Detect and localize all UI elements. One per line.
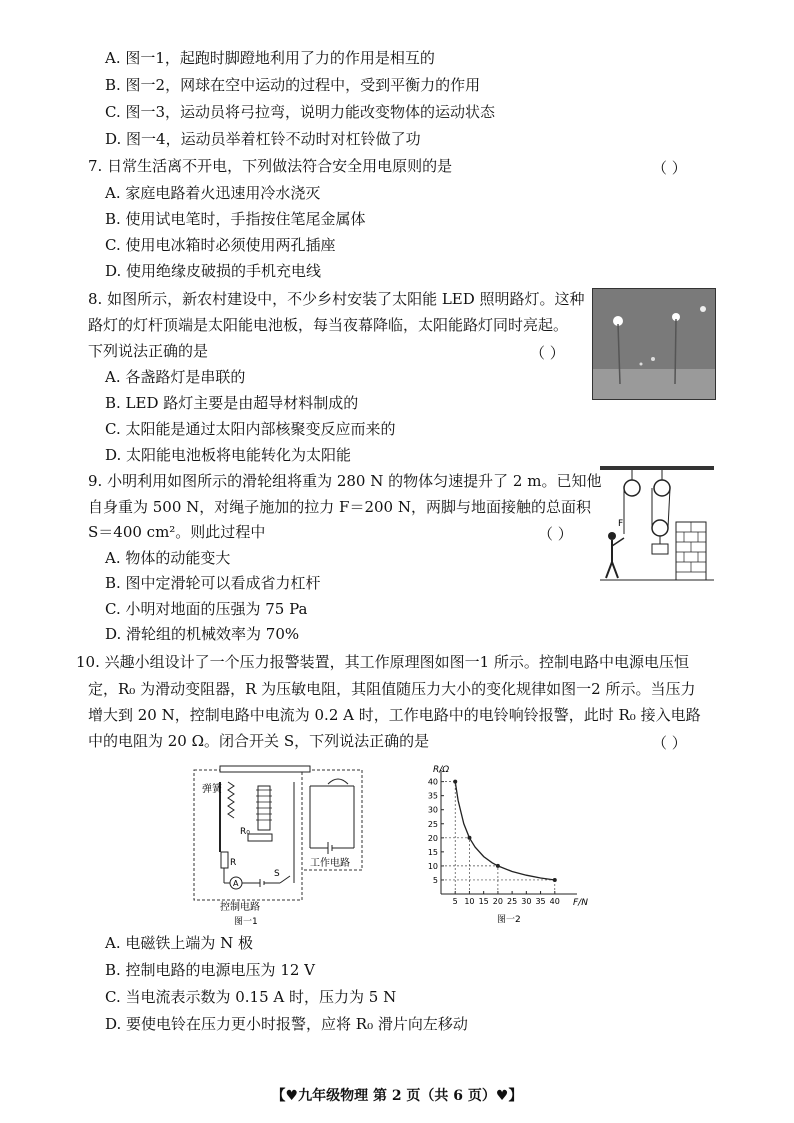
chart-y-tick-label: 15: [427, 847, 438, 857]
chart-point: [553, 878, 557, 882]
chart-point: [467, 836, 471, 840]
chart-point: [453, 780, 457, 784]
q9-option-c: C. 小明对地面的压强为 75 Pa: [105, 600, 308, 618]
chart-y-tick-label: 20: [427, 833, 438, 843]
q9-option-b: B. 图中定滑轮可以看成省力杠杆: [105, 574, 321, 592]
q10-stem-line2: 定，R₀ 为滑动变阻器，R 为压敏电阻，其阻值随压力大小的变化规律如图一2 所示。当压力: [88, 680, 696, 698]
chart-x-tick-label: 40: [549, 897, 560, 906]
q10-option-c: C. 当电流表示数为 0.15 A 时，压力为 5 N: [105, 988, 397, 1006]
chart-x-tick-label: 35: [535, 897, 546, 906]
resistance-force-chart: [415, 760, 595, 928]
q10-stem-line4: 中的电阻为 20 Ω。闭合开关 S，下列说法正确的是: [88, 732, 430, 750]
chart-xlabel: F/N: [573, 898, 588, 908]
q7-option-d: D. 使用绝缘皮破损的手机充电线: [105, 262, 322, 280]
page-footer: 【♥九年级物理 第 2 页（共 6 页）♥】: [271, 1088, 523, 1104]
q10-option-b: B. 控制电路的电源电压为 12 V: [105, 961, 316, 979]
q6-option-a: A. 图一1，起跑时脚蹬地利用了力的作用是相互的: [105, 49, 435, 67]
q9-option-d: D. 滑轮组的机械效率为 70%: [105, 625, 300, 643]
ammeter-label: A: [233, 879, 239, 888]
q9-stem-line2: 自身重为 500 N，对绳子施加的拉力 F＝200 N，两脚与地面接触的总面积: [88, 498, 591, 516]
pulley-force-label: F: [618, 519, 624, 529]
q8-stem-line3: 下列说法正确的是: [88, 342, 209, 360]
chart-y-tick-label: 10: [427, 861, 438, 871]
fig1-caption: 图一1: [234, 917, 258, 927]
chart-ylabel: R/Ω: [433, 765, 450, 775]
circuit-diagram: [190, 762, 370, 928]
chart-x-tick-label: 15: [478, 897, 489, 906]
work-circuit-label: 工作电路: [310, 858, 350, 869]
q6-option-c: C. 图一3，运动员将弓拉弯，说明力能改变物体的运动状态: [105, 103, 496, 121]
chart-y-tick-label: 5: [432, 875, 438, 885]
chart-point: [496, 864, 500, 868]
control-circuit-label: 控制电路: [220, 902, 260, 913]
q8-answer-paren: （ ）: [530, 344, 565, 362]
chart-x-tick-label: 30: [521, 897, 532, 906]
q8-option-d: D. 太阳能电池板将电能转化为太阳能: [105, 446, 352, 464]
q10-stem-line1: 10. 兴趣小组设计了一个压力报警装置，其工作原理图如图一1 所示。控制电路中电源电压恒: [76, 653, 689, 671]
q10-option-a: A. 电磁铁上端为 N 极: [105, 934, 254, 952]
chart-y-tick-label: 40: [427, 777, 438, 787]
q7-option-c: C. 使用电冰箱时必须使用两孔插座: [105, 236, 336, 254]
chart-y-tick-label: 30: [427, 805, 438, 815]
chart-series-line: [455, 782, 555, 880]
pulley-figure: [600, 466, 714, 584]
q9-answer-paren: （ ）: [538, 525, 573, 543]
q10-option-d: D. 要使电铃在压力更小时报警，应将 R₀ 滑片向左移动: [105, 1015, 468, 1033]
q6-option-b: B. 图一2，网球在空中运动的过程中，受到平衡力的作用: [105, 76, 481, 94]
chart-y-tick-label: 25: [427, 819, 438, 829]
chart-x-tick-label: 25: [507, 897, 518, 906]
q6-option-d: D. 图一4，运动员举着杠铃不动时对杠铃做了功: [105, 130, 421, 148]
q7-option-a: A. 家庭电路着火迅速用冷水浇灭: [105, 184, 321, 202]
fig2-caption: 图一2: [497, 915, 521, 925]
q7-option-b: B. 使用试电笔时，手指按住笔尾金属体: [105, 210, 366, 228]
q8-option-a: A. 各盏路灯是串联的: [105, 368, 246, 386]
q8-option-c: C. 太阳能是通过太阳内部核聚变反应而来的: [105, 420, 396, 438]
r-label: R: [230, 858, 237, 868]
r0-label: R₀: [240, 827, 250, 837]
q7-answer-paren: （ ）: [652, 159, 687, 177]
q9-option-a: A. 物体的动能变大: [105, 549, 231, 567]
spring-label: 弹簧: [202, 784, 222, 795]
q7-stem: 7. 日常生活离不开电，下列做法符合安全用电原则的是: [88, 157, 453, 175]
q8-option-b: B. LED 路灯主要是由超导材料制成的: [105, 394, 359, 412]
chart-y-tick-label: 35: [427, 791, 438, 801]
chart-x-tick-label: 20: [492, 897, 503, 906]
switch-label: S: [274, 869, 280, 879]
chart-x-tick-label: 10: [464, 897, 475, 906]
q9-stem-line3: S＝400 cm²。则此过程中: [88, 523, 266, 541]
q9-stem-line1: 9. 小明利用如图所示的滑轮组将重为 280 N 的物体匀速提升了 2 m。已知他: [88, 472, 602, 490]
q10-stem-line3: 增大到 20 N，控制电路中电流为 0.2 A 时，工作电路中的电铃响铃报警，此时 R₀ 接入电路: [88, 706, 701, 724]
street-light-photo: [592, 288, 716, 400]
q8-stem-line1: 8. 如图所示，新农村建设中，不少乡村安装了太阳能 LED 照明路灯。这种: [88, 290, 585, 308]
chart-x-tick-label: 5: [452, 897, 458, 906]
q8-stem-line2: 路灯的灯杆顶端是太阳能电池板，每当夜幕降临，太阳能路灯同时亮起。: [88, 316, 569, 334]
q10-answer-paren: （ ）: [652, 734, 687, 752]
